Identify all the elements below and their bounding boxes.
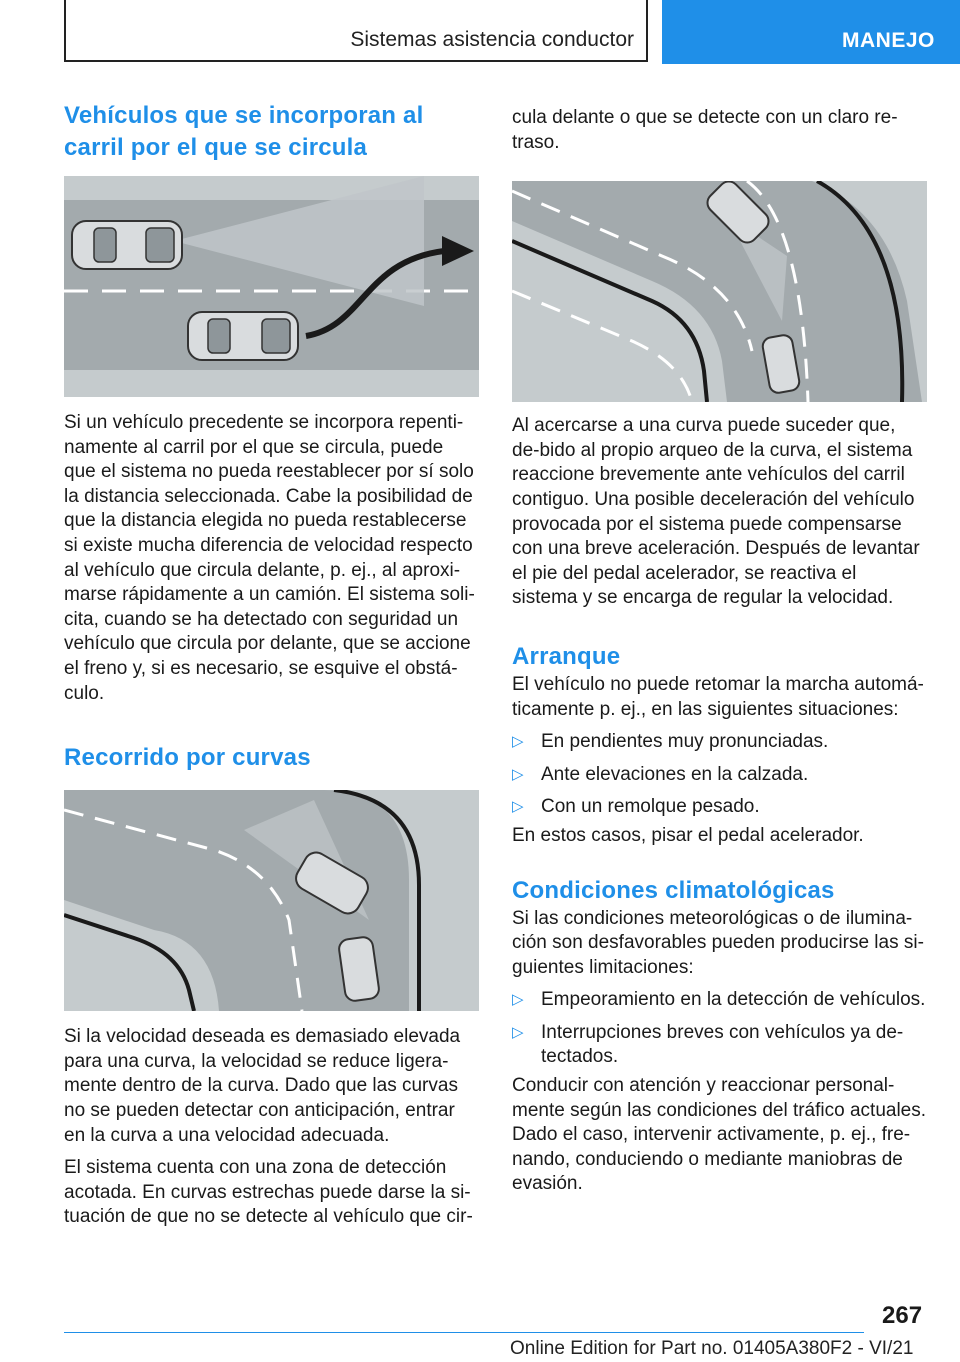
triangle-bullet-icon: ▷ [512, 765, 524, 783]
front-car-curve [338, 936, 380, 1002]
page-number: 267 [882, 1302, 923, 1329]
list-item-text: Interrupciones breves con vehículos ya de‐tectados. [541, 1021, 904, 1068]
list-item [512, 1021, 927, 1070]
header-chapter-tab[interactable] [662, 0, 960, 64]
left-column [64, 100, 479, 1230]
footer-divider [64, 1332, 864, 1333]
list-item-text: En pendientes muy pronunciadas. [541, 731, 829, 753]
header-chapter-label: MANEJO [842, 29, 935, 52]
header-section-title: Sistemas asistencia conductor [350, 28, 634, 51]
paragraph-arranque: El vehículo no puede retomar la marcha automá‐ticamente p. ej., en las siguientes situaciones: [512, 673, 924, 720]
list-item [512, 763, 927, 788]
triangle-bullet-icon: ▷ [512, 991, 524, 1009]
figure-adjacent-lane [512, 181, 927, 402]
list-item-text: Ante elevaciones en la calzada. [541, 763, 809, 785]
heading-arranque: Arranque [512, 642, 621, 670]
right-column [512, 106, 927, 1197]
list-item [512, 795, 927, 820]
paragraph-merging: Si un vehículo precedente se incorpora repenti‐namente al carril por el que se circula, puede que el sistema no pueda reestablecer por sí solo la distancia seleccionada. Cabe la posibilidad de que la distancia elegida no pueda restablecerse si existe mucha diferencia de velocidad respecto al vehículo que circula delante, p. ej., al aproxi‐marse rápidamente a un camión. El sistema soli‐cita, cuando se ha detectado con seguridad un vehículo que circula por delante, que se accione el freno y, si es necesario, se esquive el obstá‐culo. [64, 412, 475, 704]
list-item-text: Con un remolque pesado. [541, 796, 760, 818]
list-item-text: Empeoramiento en la detección de vehículos. [541, 989, 926, 1011]
triangle-bullet-icon: ▷ [512, 798, 524, 816]
adjacent-lane-illustration [512, 181, 927, 402]
curve-illustration [64, 790, 479, 1011]
merging-vehicle-illustration [64, 176, 479, 397]
footer-edition: Online Edition for Part no. 01405A380F2 - VI/21 [510, 1338, 914, 1359]
front-car [72, 221, 182, 269]
list-item [512, 988, 927, 1013]
paragraph-continued: cula delante o que se detecte con un claro re‐traso. [512, 107, 898, 153]
figure-merging-vehicle [64, 176, 479, 397]
paragraph-climate-action: Conducir con atención y reaccionar personal‐mente según las condiciones del tráfico actuales. Dado el caso, intervenir activamente, p. ej., fre‐nando, conduciendo o mediante maniobras de evasión. [512, 1075, 927, 1195]
paragraph-detection-zone: El sistema cuenta con una zona de detección acotada. En curvas estrechas puede darse la si‐tuación de que no se detecte al vehículo que cir‐ [64, 1157, 473, 1228]
paragraph-arranque-action: En estos casos, pisar el pedal acelerador. [512, 824, 864, 846]
paragraph-curve-speed: Si la velocidad deseada es demasiado elevada para una curva, la velocidad se reduce ligera‐mente dentro de la curva. Dado que las curvas no se pueden detectar con anticipación, entrar en la curva a una velocidad adecuada. [64, 1026, 461, 1146]
list-climate [512, 988, 927, 1070]
paragraph-climate: Si las condiciones meteorológicas o de ilumina‐ción son desfavorables pueden producirse las si‐guientes limitaciones: [512, 907, 924, 978]
list-arranque [512, 730, 927, 820]
list-item [512, 730, 927, 755]
heading-merging-vehicles: Vehículos que se incorporan al carril por el que se circula [64, 102, 424, 161]
figure-curve-driving [64, 790, 479, 1011]
own-car [188, 312, 298, 360]
heading-climate: Condiciones climatológicas [512, 876, 835, 904]
triangle-bullet-icon: ▷ [512, 733, 524, 751]
triangle-bullet-icon: ▷ [512, 1023, 524, 1041]
heading-curves: Recorrido por curvas [64, 744, 311, 772]
paragraph-adjacent-lane: Al acercarse a una curva puede suceder que, de‐bido al propio arqueo de la curva, el sistema reaccione brevemente ante vehículos del carril contiguo. Una posible deceleración del vehículo provocada por el sistema puede compensarse con una breve aceleración. Después de levantar el pie del pedal acelerador, se reactiva el sistema y se encarga de regular la velocidad. [512, 415, 920, 609]
header-section-box [64, 0, 648, 62]
